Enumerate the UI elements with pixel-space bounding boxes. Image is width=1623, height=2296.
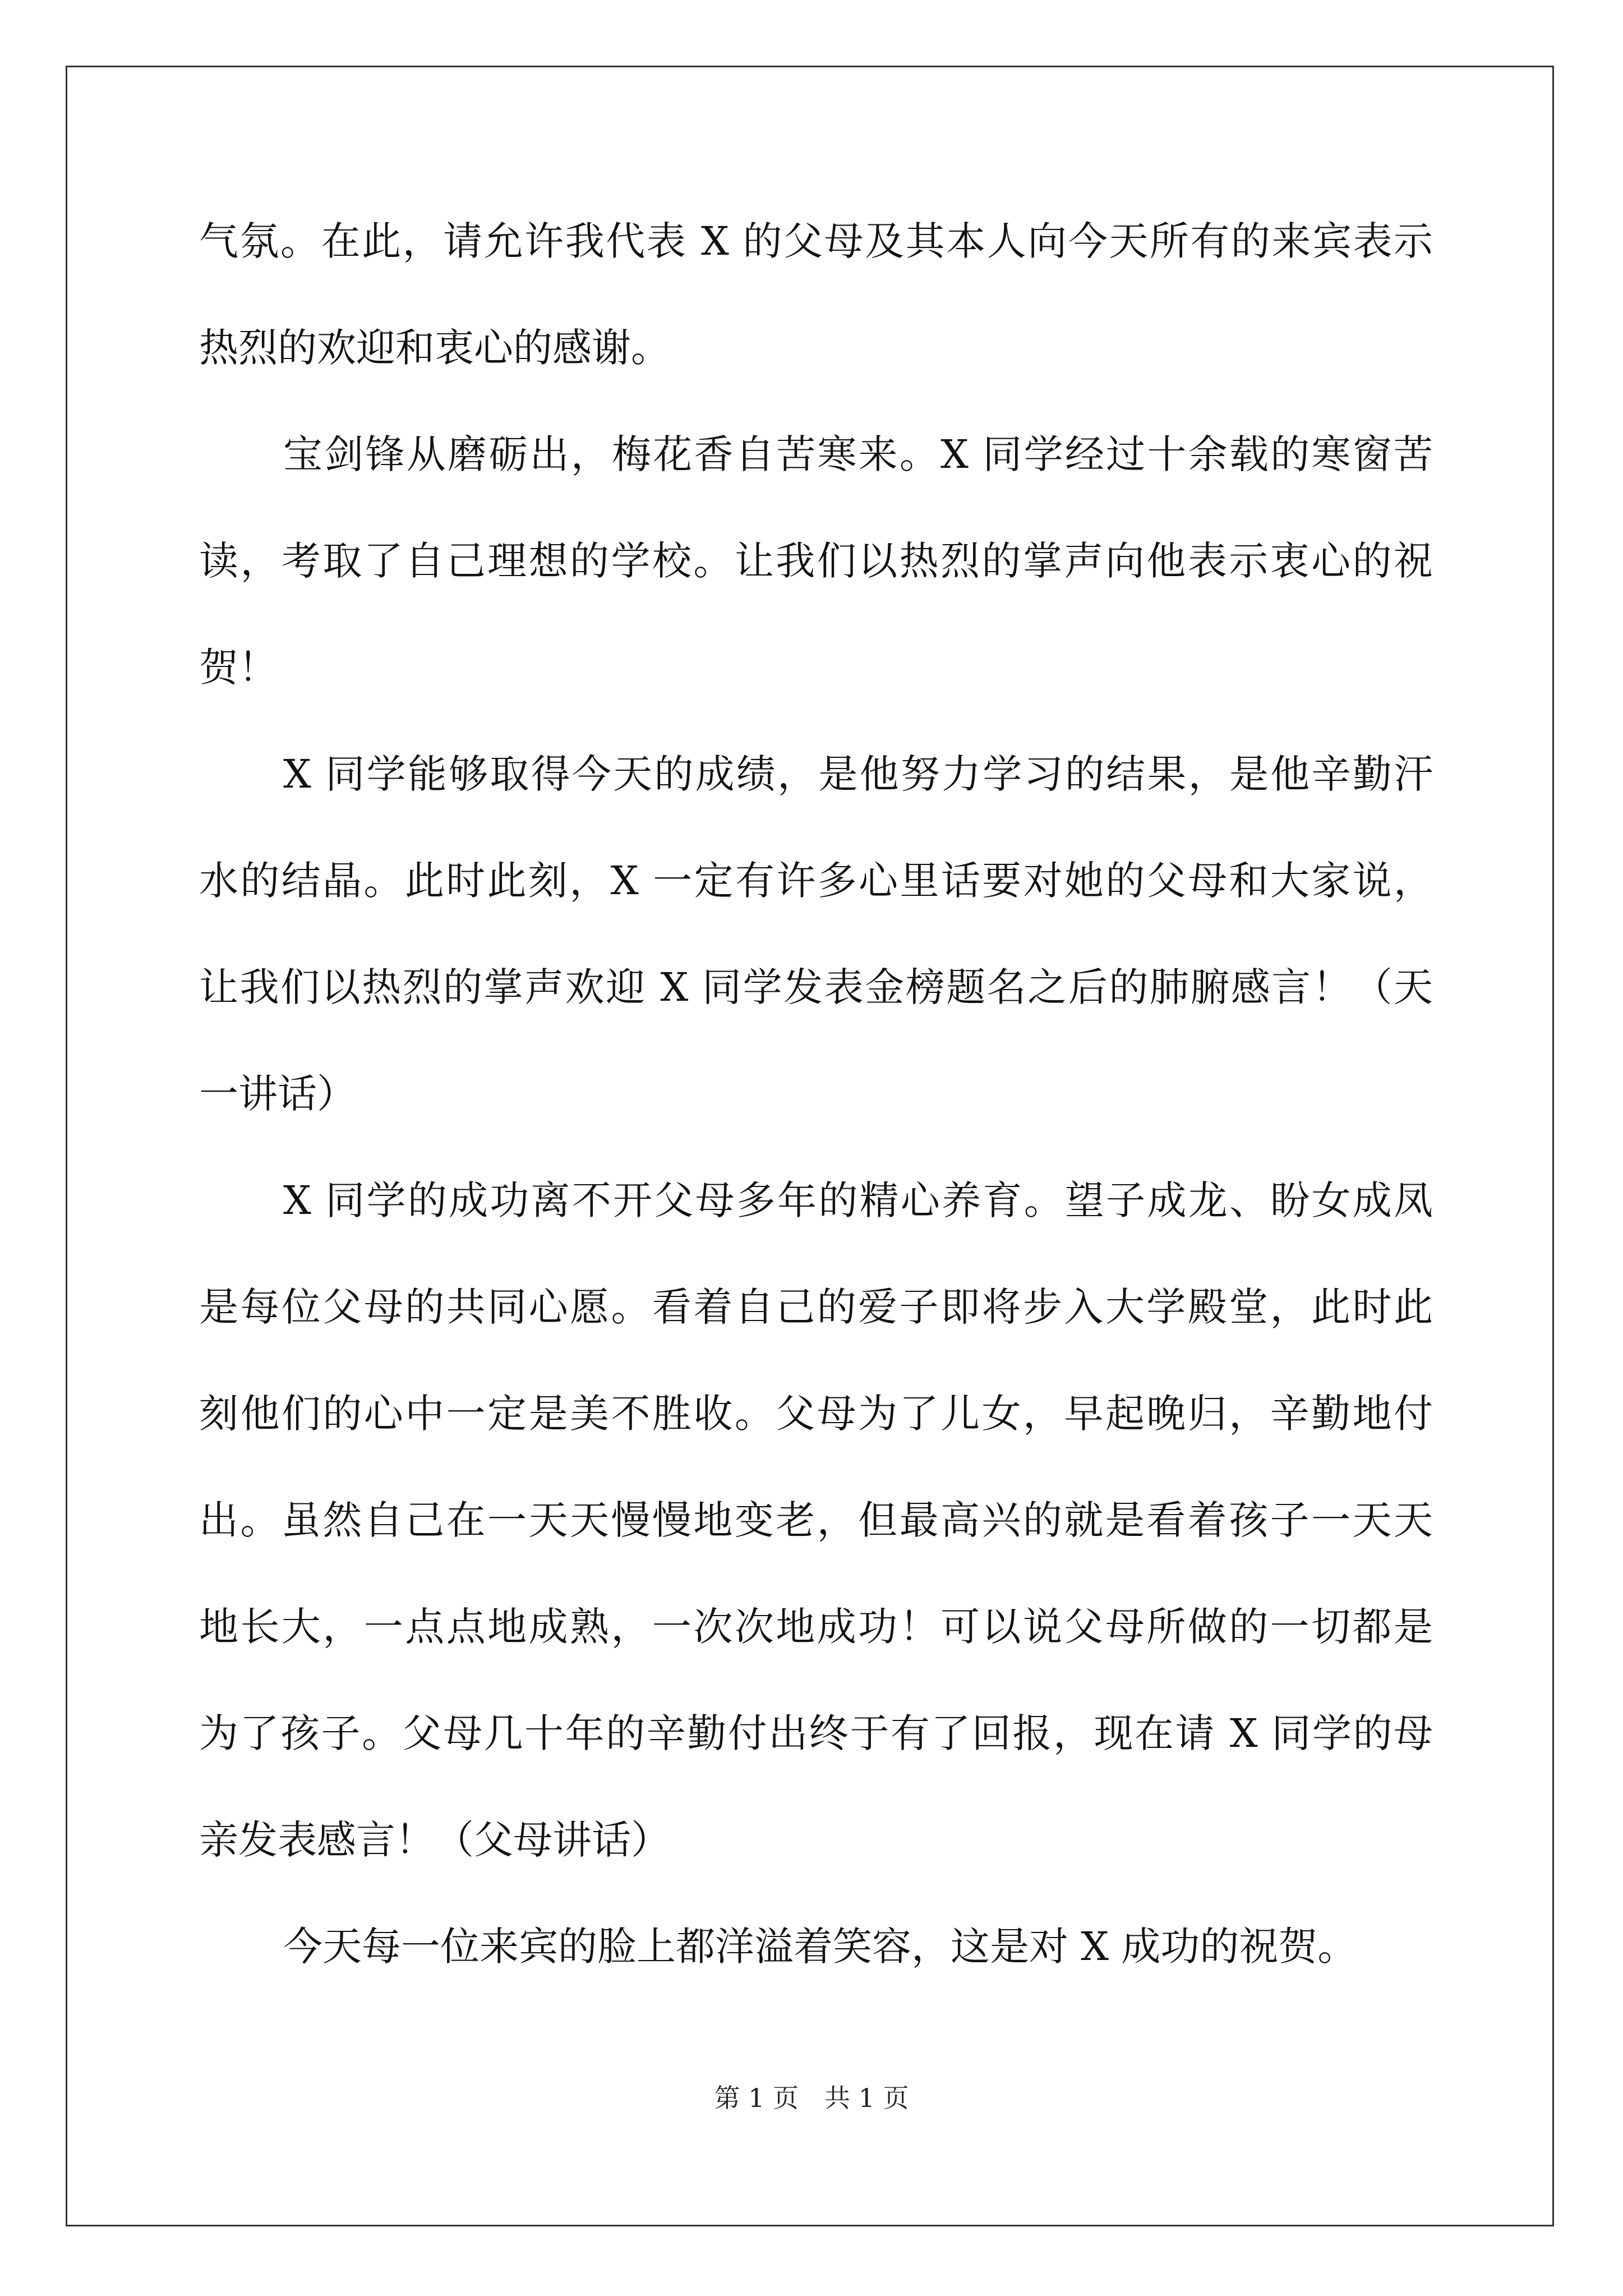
text-line: 让我们以热烈的掌声欢迎 X 同学发表金榜题名之后的肺腑感言！（天 [199, 964, 1433, 1010]
paragraph-start-line: X 同学能够取得今天的成绩，是他努力学习的结果，是他辛勤汗 [283, 751, 1433, 797]
text-line: 是每位父母的共同心愿。看着自己的爱子即将步入大学殿堂，此时此 [199, 1284, 1433, 1330]
text-line: 读，考取了自己理想的学校。让我们以热烈的掌声向他表示衷心的祝 [199, 538, 1433, 584]
paragraph-start-line: X 同学的成功离不开父母多年的精心养育。望子成龙、盼女成凤 [283, 1177, 1433, 1223]
text-line: 贺！ [199, 645, 278, 691]
page-footer: 第 1 页 共 1 页 [714, 2083, 909, 2113]
paragraph-start-line: 宝剑锋从磨砺出，梅花香自苦寒来。X 同学经过十余载的寒窗苦 [283, 431, 1433, 477]
text-line: 热烈的欢迎和衷心的感谢。 [199, 325, 670, 371]
text-line: 水的结晶。此时此刻，X 一定有许多心里话要对她的父母和大家说， [199, 858, 1433, 904]
page-border [66, 66, 1554, 2226]
text-line: 为了孩子。父母几十年的辛勤付出终于有了回报，现在请 X 同学的母 [199, 1710, 1433, 1756]
text-line: 一讲话） [199, 1071, 356, 1117]
text-line: 出。虽然自己在一天天慢慢地变老，但最高兴的就是看着孩子一天天 [199, 1497, 1433, 1543]
text-line: 亲发表感言！（父母讲话） [199, 1817, 670, 1863]
text-line: 气氛。在此，请允许我代表 X 的父母及其本人向今天所有的来宾表示 [199, 218, 1433, 264]
text-line: 地长大，一点点地成熟，一次次地成功！可以说父母所做的一切都是 [199, 1604, 1433, 1650]
text-line: 刻他们的心中一定是美不胜收。父母为了儿女，早起晚归，辛勤地付 [199, 1391, 1433, 1437]
paragraph-start-line: 今天每一位来宾的脸上都洋溢着笑容，这是对 X 成功的祝贺。 [283, 1924, 1357, 1970]
